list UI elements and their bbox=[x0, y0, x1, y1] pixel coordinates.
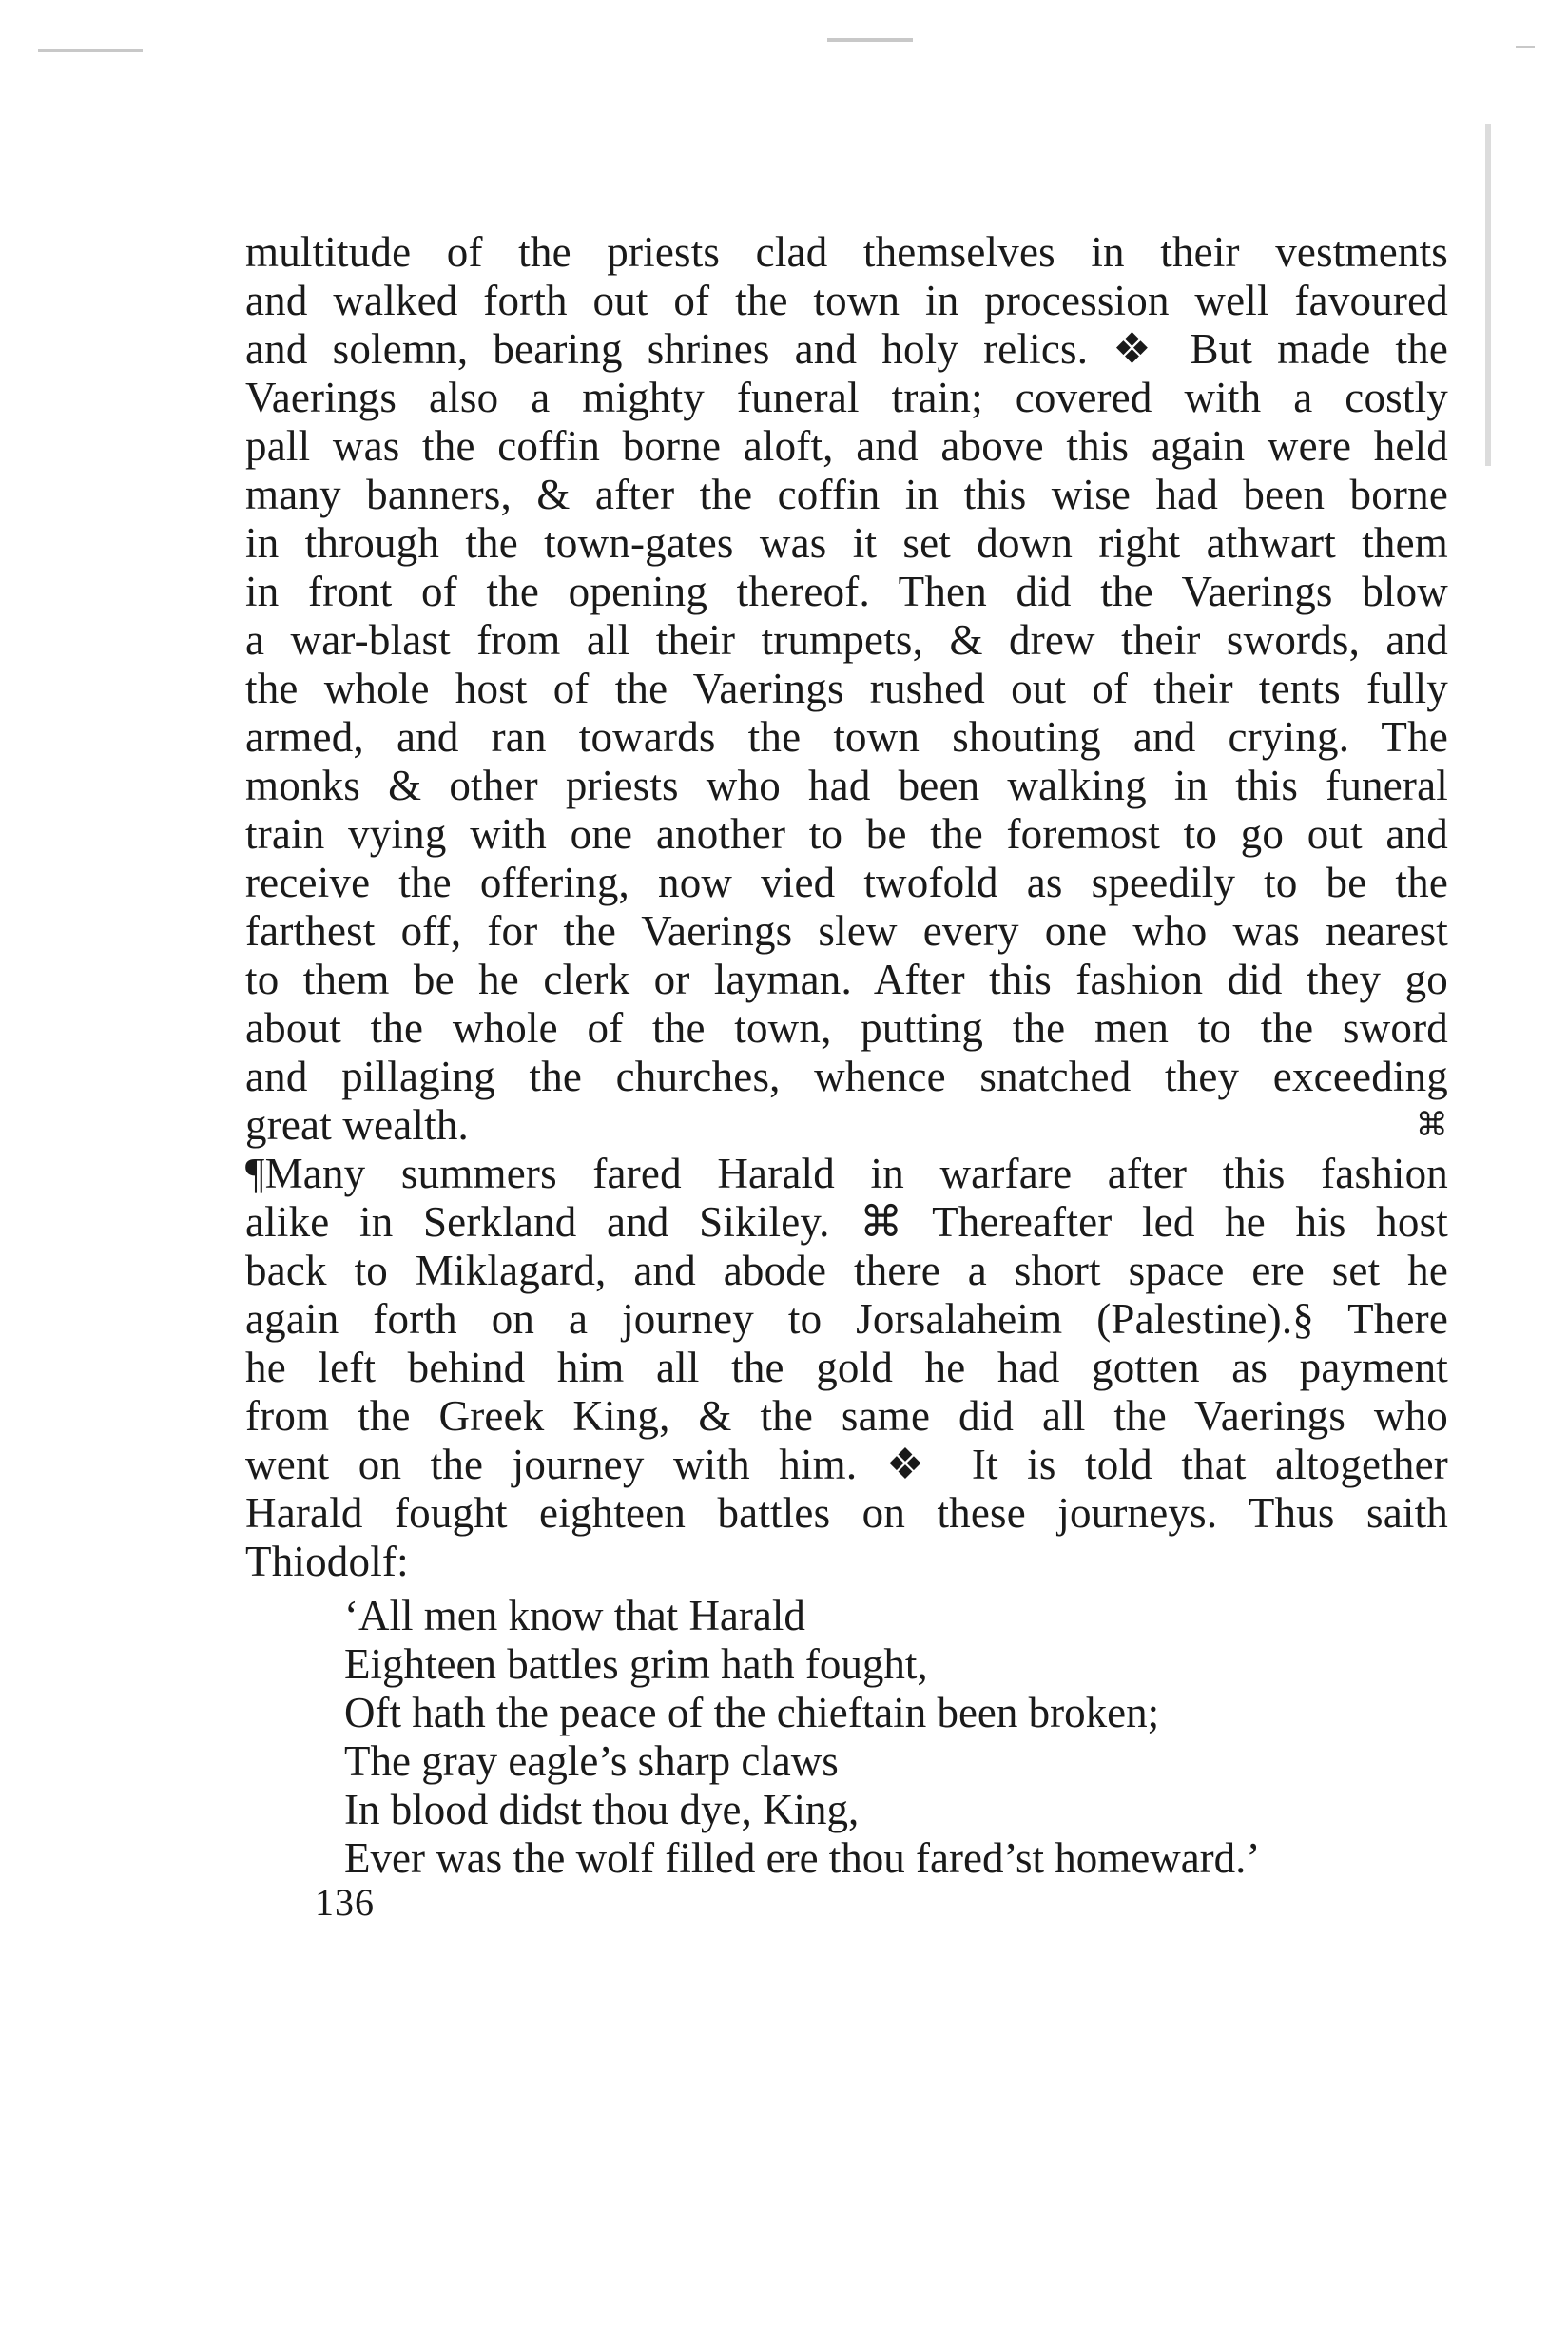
paragraph-end-line bbox=[245, 1101, 1448, 1150]
text-line: multitude of the priests clad themselves in their vestments bbox=[245, 228, 1448, 276]
text-line: back to Miklagard, and abode there a short space ere set he bbox=[245, 1247, 1448, 1294]
text-line: receive the offering, now vied twofold as speedily to be the bbox=[245, 859, 1448, 906]
text-line: ¶Many summers fared Harald in warfare after this fashion bbox=[245, 1150, 1448, 1197]
verse-line: ‘All men know that Harald bbox=[344, 1592, 805, 1639]
text-line: again forth on a journey to Jorsalaheim (Palestine).§ There bbox=[245, 1295, 1448, 1343]
verse-line: Ever was the wolf filled ere thou fared’st homeward.’ bbox=[344, 1834, 1261, 1882]
text-line: in front of the opening thereof. Then did the Vaerings blow bbox=[245, 568, 1448, 615]
text-line: he left behind him all the gold he had gotten as payment bbox=[245, 1344, 1448, 1391]
text-line: pall was the coffin borne aloft, and above this again were held bbox=[245, 422, 1448, 470]
text-line: Vaerings also a mighty funeral train; covered with a costly bbox=[245, 374, 1448, 421]
verse-line: In blood didst thou dye, King, bbox=[344, 1786, 860, 1833]
verse-block bbox=[344, 1592, 1485, 1883]
scan-artifact bbox=[38, 49, 143, 52]
text-line: many banners, & after the coffin in this wise had been borne bbox=[245, 471, 1448, 518]
scan-artifact bbox=[1516, 46, 1535, 48]
scan-artifact bbox=[1485, 124, 1491, 466]
text-line: and solemn, bearing shrines and holy relics. ❖ But made the bbox=[245, 325, 1448, 373]
verse-line: The gray eagle’s sharp claws bbox=[344, 1737, 839, 1785]
text-line: farthest off, for the Vaerings slew every one who was nearest bbox=[245, 907, 1448, 955]
paragraph-end-text: great wealth. bbox=[245, 1101, 469, 1149]
text-line: armed, and ran towards the town shouting and crying. The bbox=[245, 713, 1448, 761]
section-mark-icon: ⌘ bbox=[1415, 1108, 1448, 1143]
text-line: from the Greek King, & the same did all the Vaerings who bbox=[245, 1392, 1448, 1440]
verse-line: Oft hath the peace of the chieftain been broken; bbox=[344, 1689, 1160, 1736]
text-line: the whole host of the Vaerings rushed out of their tents fully bbox=[245, 665, 1448, 712]
text-line: Harald fought eighteen battles on these journeys. Thus saith bbox=[245, 1489, 1448, 1537]
text-line: alike in Serkland and Sikiley. ⌘ Thereafter led he his host bbox=[245, 1198, 1448, 1246]
text-line: and walked forth out of the town in procession well favoured bbox=[245, 277, 1448, 324]
page-number: 136 bbox=[315, 1881, 375, 1924]
text-line: and pillaging the churches, whence snatched they exceeding bbox=[245, 1053, 1448, 1100]
text-line: Thiodolf: bbox=[245, 1538, 409, 1585]
scan-artifact bbox=[827, 38, 913, 42]
text-line: a war-blast from all their trumpets, & drew their swords, and bbox=[245, 616, 1448, 664]
text-line: in through the town-gates was it set down right athwart them bbox=[245, 519, 1448, 567]
text-line: went on the journey with him. ❖ It is told that altogether bbox=[245, 1441, 1448, 1488]
verse-line: Eighteen battles grim hath fought, bbox=[344, 1640, 928, 1688]
prose-text-block bbox=[245, 228, 1448, 1586]
text-line: monks & other priests who had been walking in this funeral bbox=[245, 762, 1448, 809]
text-line: about the whole of the town, putting the men to the sword bbox=[245, 1004, 1448, 1052]
text-line: train vying with one another to be the foremost to go out and bbox=[245, 810, 1448, 858]
text-line: to them be he clerk or layman. After this fashion did they go bbox=[245, 956, 1448, 1003]
